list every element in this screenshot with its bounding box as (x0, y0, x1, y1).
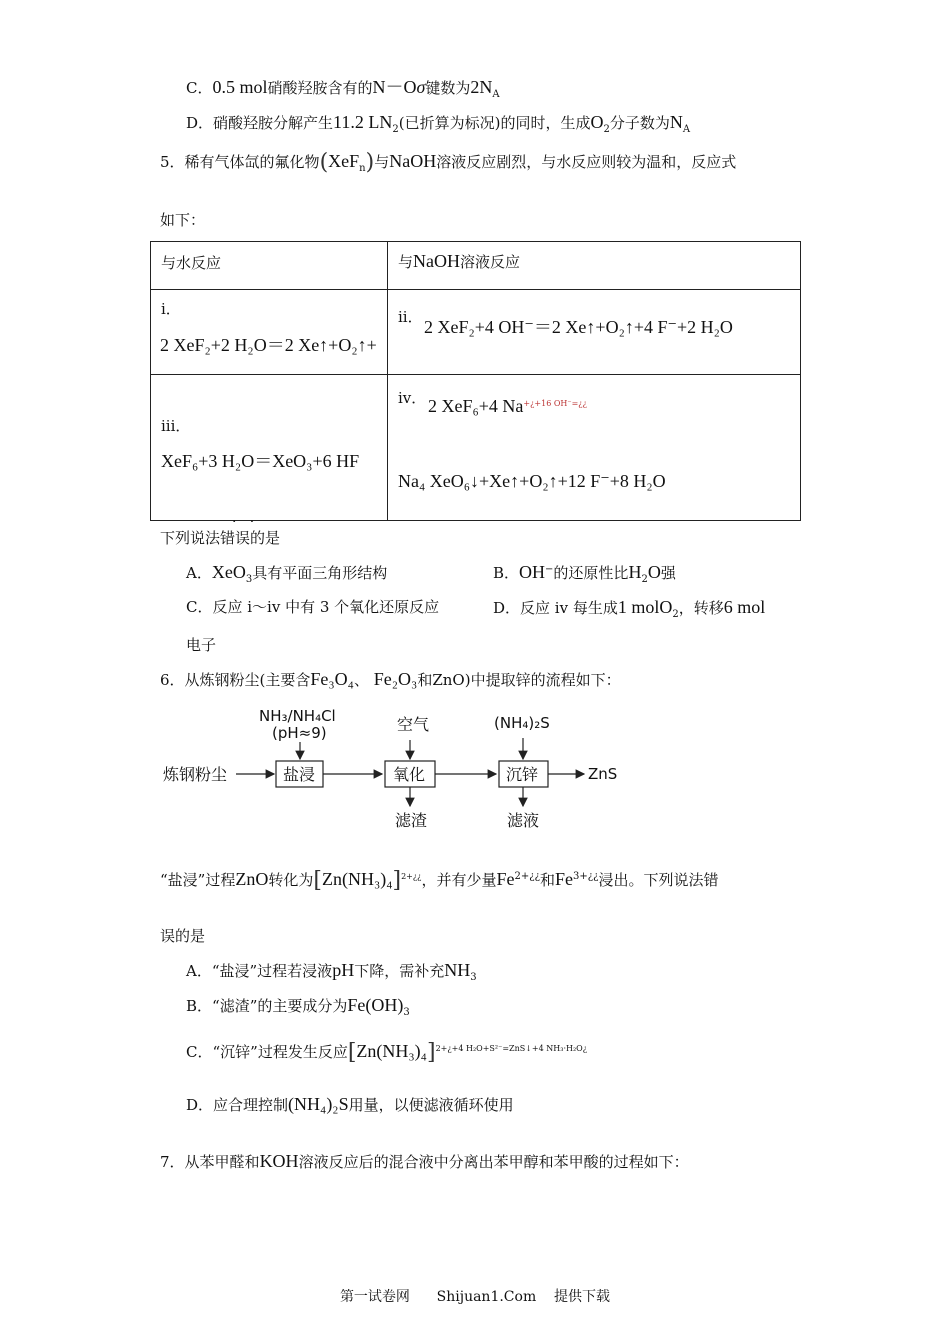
emphasis-dots: · · (232, 514, 255, 530)
q6-description-cont: 误的是 (160, 927, 206, 945)
q4-option-d: D．硝酸羟胺分解产生11.2 $LN_2$(已折算为标况)的同时，生成$O_2$分子数为$N_A$ (186, 112, 691, 135)
flow-waste-2: 滤液 (507, 811, 540, 830)
q4-option-c: C．0.5 mol硝酸羟胺含有的N－Oσ键数为$2N_A$ (186, 77, 500, 100)
q5-stem: 下列说法错误的是 (160, 529, 281, 547)
reaction-iii-label: iii． (161, 417, 191, 435)
reaction-table (150, 241, 801, 521)
process-flow-diagram (0, 700, 950, 840)
q6-option-d: D．应合理控制(NH₄)₂S用量，以便滤液循环使用 (186, 1094, 514, 1114)
q5-option-c: C．反应 i～iv 中有 3 个氧化还原反应 (186, 598, 440, 616)
reaction-ii-label: ii． (398, 308, 423, 326)
flow-output: ZnS (588, 765, 618, 783)
q7-intro: 7．从苯甲醛和KOH溶液反应后的混合液中分离出苯甲醇和苯甲酸的过程如下： (160, 1151, 689, 1171)
reaction-iv-equation-b: Na₄ XeO₆↓+Xe↑+O₂↑+12 F⁻+8 H₂O (398, 471, 666, 491)
reaction-i-label: i． (161, 300, 181, 318)
reaction-iv-equation-a: 2 XeF₆+4 $Na^{+¿+16 OH^-=¿¿}$ (428, 396, 587, 416)
flow-reagent-3: (NH₄)₂S (494, 714, 550, 732)
q5-option-d: D．反应 iv 每生成1 molO$_2$，转移6 mol (493, 597, 766, 620)
q5-option-d-cont: 电子 (186, 636, 217, 654)
reaction-iii-equation: XeF₆+3 H₂O＝XeO₃+6 HF (161, 451, 360, 471)
flow-step-2: 氧化 (393, 765, 426, 784)
flow-step-1: 盐浸 (283, 765, 316, 784)
flow-waste-1: 滤渣 (395, 811, 428, 830)
flow-reagent-2: 空气 (397, 715, 430, 734)
reaction-ii-equation: 2 XeF₂+4 OH⁻＝2 Xe↑+O₂↑+4 F⁻+2 H₂O (424, 317, 733, 337)
reaction-iv-label: iv． (398, 389, 427, 407)
q5-intro-cont: 如下： (160, 211, 206, 229)
flow-step-3: 沉锌 (506, 765, 539, 784)
q5-option-b: B．OH−的还原性比$H_2O$强 (493, 562, 676, 585)
q6-option-c: C．“沉锌”过程发生反应$[Zn(NH_3)_4]^{2+¿+4 H_2O+S^{2-}=ZnS↓+4 NH_3\cdot H_2O¿}$ (186, 1040, 588, 1065)
flow-reagent-1a: NH₃/NH₄Cl (259, 707, 336, 725)
table-head-naoh: 与NaOH溶液反应 (398, 251, 521, 271)
page-footer: 第一试卷网 Shijuan1.Com 提供下载 (339, 1289, 611, 1305)
flow-input: 炼钢粉尘 (163, 765, 228, 784)
q5-intro: 5．稀有气体氙的氟化物(XeF$_n$)与NaOH溶液反应剧烈，与水反应则较为温和，反应式 (160, 150, 737, 175)
table-head-water: 与水反应 (161, 254, 222, 272)
reaction-i-equation: 2 XeF₂+2 H₂O＝2 Xe↑+O₂↑+ (160, 335, 377, 355)
q6-option-a: A．“盐浸”过程若浸液pH下降，需补充$NH_3$ (186, 960, 477, 983)
q6-description: “盐浸”过程ZnO转化为$[Zn(NH_3)_4]^{2+¿¿}$，并有少量$Fe^{2+¿¿}$和$Fe^{3+¿¿}$浸出。下列说法错 (160, 868, 719, 893)
q5-option-a: A．XeO$_3$具有平面三角形结构 (186, 562, 388, 585)
q6-intro: 6．从炼钢粉尘(主要含Fe₃O₄、 Fe₂O₃和ZnO)中提取锌的流程如下： (160, 669, 621, 689)
q6-option-b: B．“滤渣”的主要成分为$Fe(OH)_3$ (186, 995, 410, 1018)
flow-reagent-1b: (pH≈9) (272, 724, 327, 742)
